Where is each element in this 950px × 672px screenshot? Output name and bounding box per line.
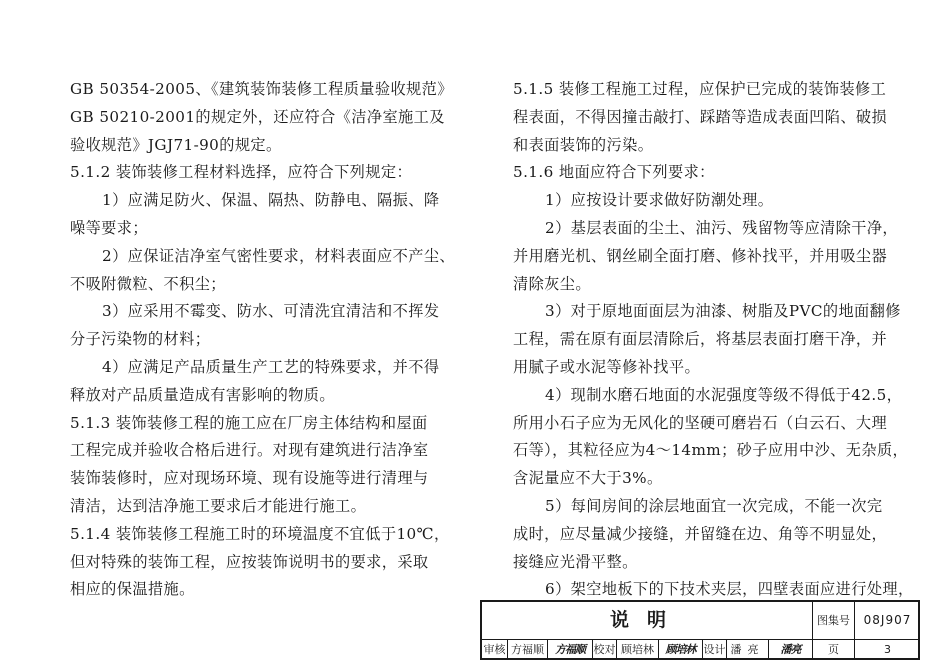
- atlas-number-label: 图集号: [812, 602, 854, 639]
- atlas-number: 08J907: [854, 602, 920, 639]
- text-line: 1）应按设计要求做好防潮处理。: [545, 191, 774, 210]
- text-line: 5.1.3 装饰装修工程的施工应在厂房主体结构和屋面: [70, 413, 428, 432]
- text-line: 6）架空地板下的下技术夹层，四壁表面应进行处理，: [545, 580, 914, 599]
- text-line: 不吸附微粒、不积尘；: [70, 274, 226, 293]
- text-line: 噪等要求；: [70, 218, 148, 237]
- text-line: 2）基层表面的尘土、油污、残留物等应清除干净，: [545, 218, 898, 237]
- design-label: 设计: [702, 639, 726, 660]
- text-line: 用腻子或水泥等修补找平。: [513, 357, 701, 376]
- text-line: 4）现制水磨石地面的水泥强度等级不得低于42.5，: [545, 385, 903, 404]
- drawing-title: 说明: [609, 609, 684, 631]
- review-label: 审核: [483, 643, 506, 656]
- title-block: [480, 600, 920, 660]
- text-line: 2）应保证洁净室气密性要求，材料表面应不产尘、: [102, 246, 455, 265]
- checker-name: 顾培林: [616, 639, 658, 660]
- text-line: 5）每间房间的涂层地面宜一次完成，不能一次完: [545, 496, 883, 515]
- text-line: 3）对于原地面面层为油漆、树脂及PVC的地面翻修: [545, 302, 901, 321]
- text-line: 程表面，不得因撞击敲打、踩踏等造成表面凹陷、破损: [513, 107, 888, 126]
- text-line: 1）应满足防火、保温、隔热、防静电、隔振、降: [102, 191, 440, 210]
- text-line: 但对特殊的装饰工程，应按装饰说明书的要求，采取: [70, 552, 429, 571]
- text-line: 5.1.4 装饰装修工程施工时的环境温度不宜低于10℃，: [70, 524, 450, 543]
- designer-name: 潘亮: [726, 639, 768, 660]
- left-text-column: [70, 76, 470, 604]
- text-line: 清洁，达到洁净施工要求后才能进行施工。: [70, 496, 367, 515]
- checker-signature: 顾培林: [658, 639, 702, 660]
- text-line: 含泥量应不大于3%。: [513, 469, 663, 488]
- text-line: 5.1.5 装修工程施工过程，应保护已完成的装饰装修工: [513, 80, 887, 98]
- text-line: 接缝应光滑平整。: [513, 552, 638, 571]
- text-line: 相应的保温措施。: [70, 580, 195, 599]
- text-line: 石等），其粒径应为4～14mm；砂子应用中沙、无杂质，: [513, 441, 909, 460]
- text-line: 成时，应尽量减少接缝，并留缝在边、角等不明显处，: [513, 524, 888, 543]
- title-block-sign-row: [482, 639, 918, 658]
- text-line: 和表面装饰的污染。: [513, 135, 654, 154]
- page-label: 页: [812, 639, 854, 660]
- text-line: 验收规范》JGJ71-90的规定。: [70, 135, 282, 154]
- reviewer-signature: 方福顺: [547, 639, 592, 660]
- text-line: 工程，需在原有面层清除后，将基层表面打磨干净，并: [513, 330, 888, 349]
- text-line: 3）应采用不霉变、防水、可清洗宜清洁和不挥发: [102, 302, 440, 321]
- text-line: 并用磨光机、钢丝刷全面打磨、修补找平，并用吸尘器: [513, 246, 888, 265]
- text-line: 所用小石子应为无风化的坚硬可磨岩石（白云石、大理: [513, 413, 888, 432]
- text-line: 工程完成并验收合格后进行。对现有建筑进行洁净室: [70, 441, 429, 460]
- text-line: 装饰装修时，应对现场环境、现有设施等进行清理与: [70, 469, 429, 488]
- right-text-column: [513, 76, 918, 604]
- reviewer-name: 方福顺: [507, 639, 547, 660]
- page-number: 3: [854, 639, 920, 660]
- text-line: 释放对产品质量造成有害影响的物质。: [70, 385, 335, 404]
- title-block-top-row: [482, 602, 918, 640]
- text-line: 5.1.2 装饰装修工程材料选择，应符合下列规定：: [70, 163, 413, 182]
- text-line: GB 50210-2001的规定外，还应符合《洁净室施工及: [70, 107, 445, 126]
- designer-signature: 潘亮: [768, 639, 812, 660]
- text-line: 5.1.6 地面应符合下列要求：: [513, 163, 715, 182]
- text-line: 4）应满足产品质量生产工艺的特殊要求，并不得: [102, 357, 440, 376]
- text-line: 分子污染物的材料；: [70, 330, 211, 349]
- check-label: 校对: [592, 639, 616, 660]
- text-line: GB 50354-2005、《建筑装饰装修工程质量验收规范》: [70, 80, 453, 98]
- text-line: 清除灰尘。: [513, 274, 591, 293]
